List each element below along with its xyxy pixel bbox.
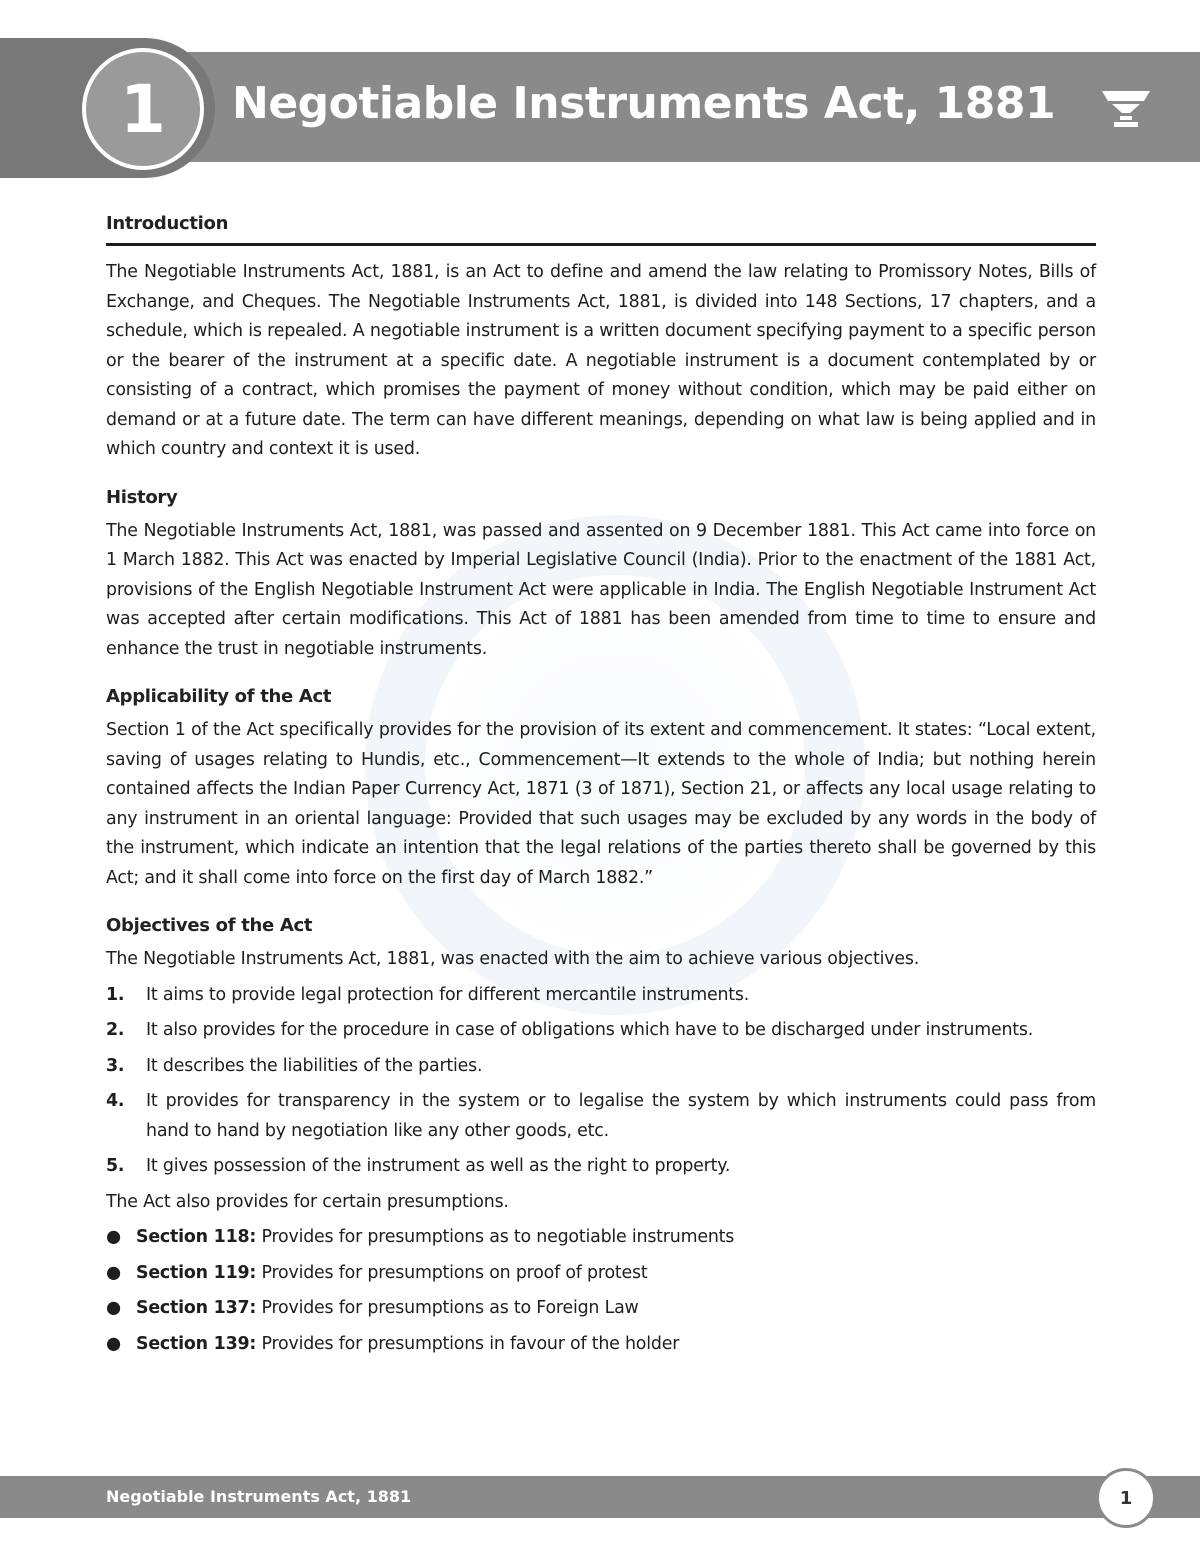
list-item: [106, 1016, 1096, 1046]
list-item-number: 2.: [106, 1020, 125, 1040]
list-item-text: It also provides for the procedure in case of obligations which have to be discharged under instruments.: [146, 1020, 1034, 1040]
trophy-icon: [1100, 89, 1152, 133]
presumption-text: Provides for presumptions in favour of the holder: [256, 1333, 680, 1354]
presumptions-list: [106, 1223, 1096, 1359]
section-title-introduction: Introduction: [106, 213, 229, 234]
list-item-number: 4.: [106, 1091, 125, 1111]
objectives-list: [106, 981, 1096, 1182]
list-item: [106, 1330, 1096, 1360]
page-content: [106, 205, 1096, 1365]
presumption-text: Provides for presumptions on proof of protest: [256, 1262, 648, 1283]
list-item-text: It gives possession of the instrument as well as the right to property.: [146, 1156, 731, 1176]
list-item-text: [136, 1330, 679, 1360]
bullet-icon: ●: [106, 1262, 121, 1283]
list-item-text: [136, 1259, 648, 1289]
presumption-text: Provides for presumptions as to negotiable instruments: [256, 1227, 735, 1247]
bullet-icon: ●: [106, 1227, 121, 1247]
list-item: [106, 1259, 1096, 1289]
bullet-icon: ●: [106, 1298, 121, 1318]
introduction-body: The Negotiable Instruments Act, 1881, is an Act to define and amend the law relating to Promissory Notes, Bills of Exchange, and Cheques. The Negotiable Instruments Act, 1881, is divided into 148 Sections, 17 chapters, and a schedule, which is repealed. A negotiable instrument is a written document specifying payment to a specific person or the bearer of the instrument at a specific date. A negotiable instrument is a document contemplated by or consisting of a contract, which promises the payment of money without condition, which may be paid either on demand or at a future date. The term can have different meanings, depending on what law is being applied and in which country and context it is used.: [106, 262, 1096, 459]
list-item-text: [136, 1294, 639, 1324]
presumption-text: Provides for presumptions as to Foreign Law: [256, 1298, 639, 1318]
section-reference: Section 137:: [136, 1298, 257, 1318]
objectives-intro: The Negotiable Instruments Act, 1881, was enacted with the aim to achieve various objectives.: [106, 949, 920, 969]
applicability-body: Section 1 of the Act specifically provides for the provision of its extent and commencement. It states: “Local extent, saving of usages relating to Hundis, etc., Commencement—It extends to the whole of India; but nothing herein contained affects the Indian Paper Currency Act, 1871 (3 of 1871), Section 21, or affects any local usage relating to any instrument in an oriental language: Provided that such usages may be excluded by any words in the body of the instrument, which indicate an intention that the legal relations of the parties thereto shall be governed by this Act; and it shall come into force on the first day of March 1882.”: [106, 720, 1096, 888]
list-item-text: [136, 1223, 734, 1253]
list-item-text: It provides for transparency in the system or to legalise the system by which instruments could pass from hand to hand by negotiation like any other goods, etc.: [146, 1091, 1096, 1141]
list-item: [106, 981, 1096, 1011]
list-item-text: It aims to provide legal protection for different mercantile instruments.: [146, 984, 750, 1005]
history-body: The Negotiable Instruments Act, 1881, was passed and assented on 9 December 1881. This Act came into force on 1 March 1882. This Act was enacted by Imperial Legislative Council (India). Prior to the enactment of the 1881 Act, provisions of the English Negotiable Instrument Act were applicable in India. The English Negotiable Instrument Act was accepted after certain modifications. This Act of 1881 has been amended from time to time to ensure and enhance the trust in negotiable instruments.: [106, 520, 1096, 659]
section-title-history: History: [106, 486, 178, 508]
section-title-applicability: Applicability of the Act: [106, 686, 332, 707]
section-reference: Section 119:: [136, 1262, 257, 1283]
list-item-text: It describes the liabilities of the parties.: [146, 1055, 483, 1076]
footer-title: Negotiable Instruments Act, 1881: [106, 1487, 412, 1506]
list-item: [106, 1087, 1096, 1146]
list-item: [106, 1294, 1096, 1324]
chapter-number: 1: [82, 48, 204, 170]
list-item: [106, 1152, 1096, 1182]
list-item-number: 5.: [106, 1156, 125, 1176]
page-number: 1: [1096, 1468, 1156, 1528]
section-reference: Section 139:: [136, 1333, 257, 1354]
section-reference: Section 118:: [136, 1227, 257, 1247]
title-underline: [106, 243, 1096, 246]
list-item-number: 1.: [106, 984, 125, 1005]
list-item-number: 3.: [106, 1055, 125, 1076]
presumptions-intro: The Act also provides for certain presumptions.: [106, 1191, 509, 1212]
list-item: [106, 1052, 1096, 1082]
list-item: [106, 1223, 1096, 1253]
bullet-icon: ●: [106, 1333, 121, 1354]
section-title-objectives: Objectives of the Act: [106, 915, 313, 936]
chapter-title: Negotiable Instruments Act, 1881: [232, 78, 1056, 129]
